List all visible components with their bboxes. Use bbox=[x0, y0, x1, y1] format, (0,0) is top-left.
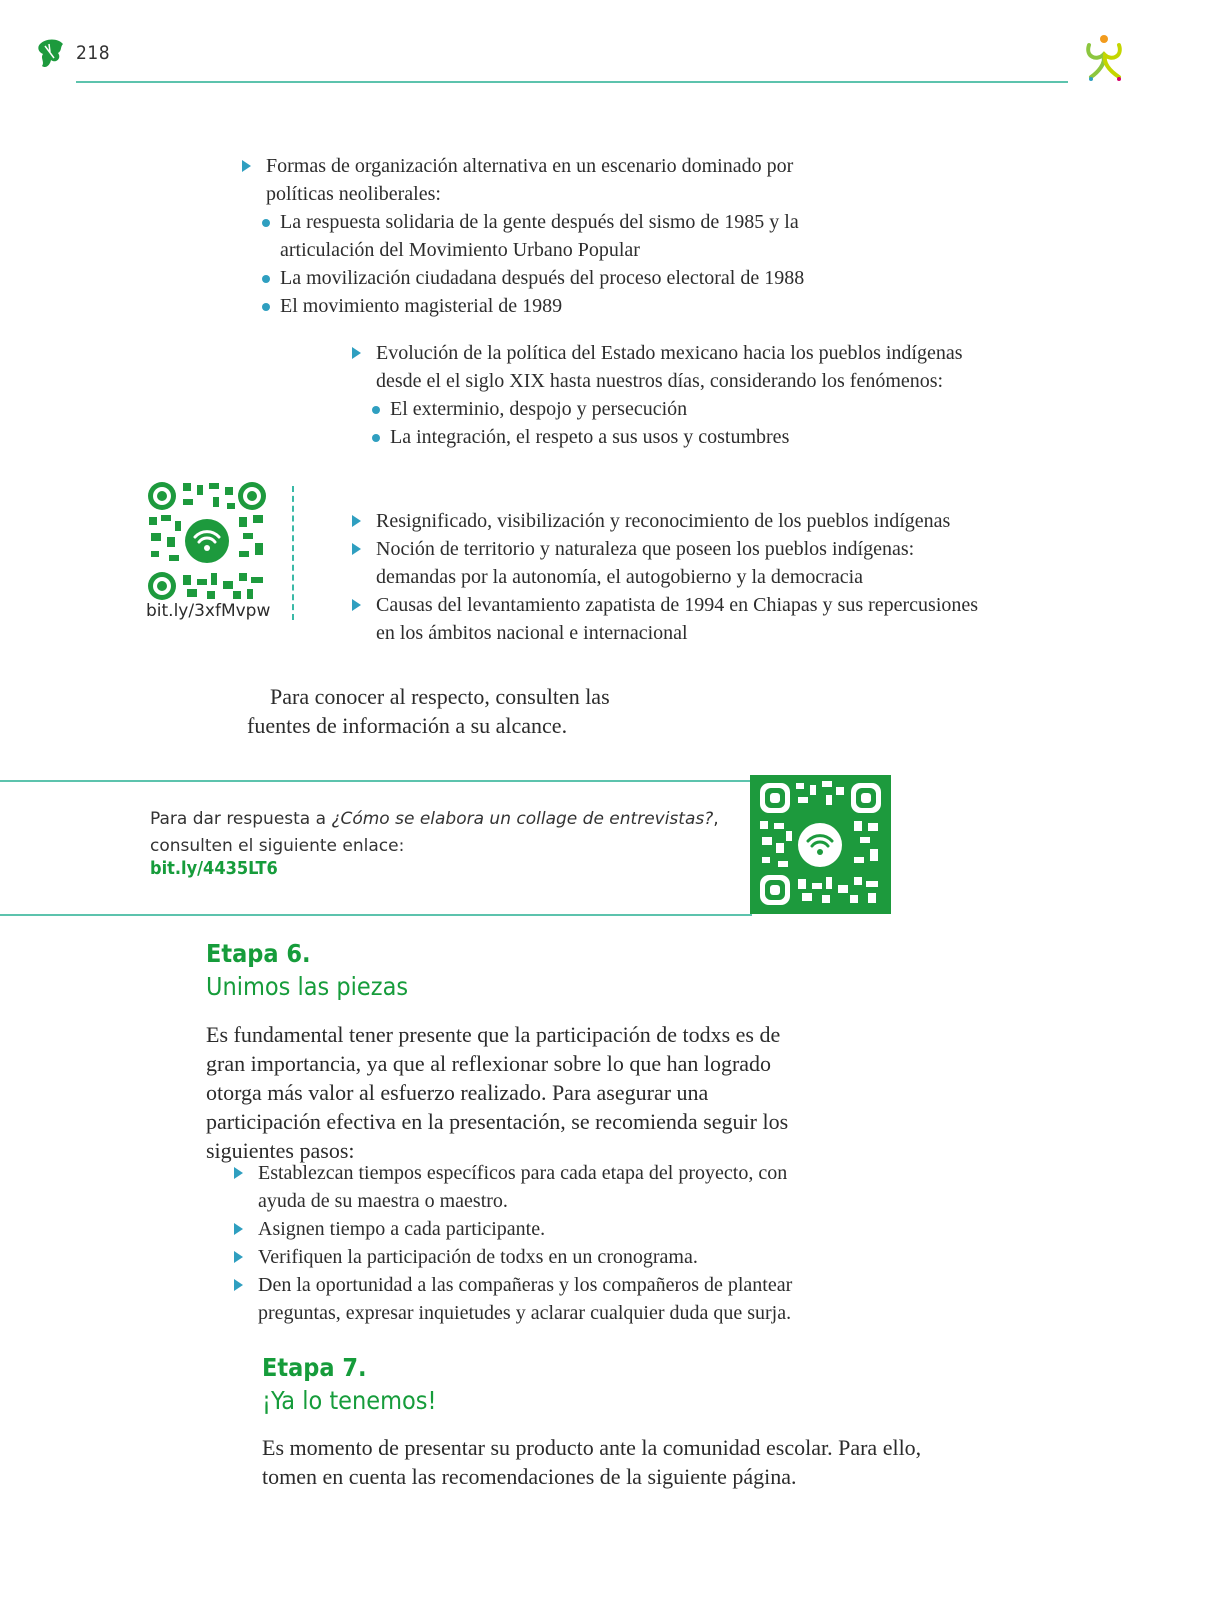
link-box-line2: consulten el siguiente enlace: bbox=[150, 836, 405, 856]
etapa6-paragraph: Es fundamental tener presente que la participación de todxs es de gran importancia, ya que al reflexionar sobre lo que han logrado otorga más valor al esfuerzo realizado. Para asegurar una participación efectiva en la presentación, se recomienda seguir los siguientes pasos: bbox=[206, 1022, 789, 1163]
etapa7-paragraph: Es momento de presentar su producto ante la comunidad escolar. Para ello, tomen en cuenta las recomendaciones de la siguiente página. bbox=[262, 1435, 922, 1489]
etapa7-title: ¡Ya lo tenemos! bbox=[262, 1386, 437, 1415]
link-box-text-end: , bbox=[713, 809, 719, 829]
qr-caption[interactable]: bit.ly/3xfMvpw bbox=[146, 601, 271, 621]
dashed-divider bbox=[292, 486, 294, 620]
list-item: Noción de territorio y naturaleza que poseen los pueblos indígenas: demandas por la autonomía, el autogobierno y la democracia bbox=[350, 535, 990, 591]
list-item: Evolución de la política del Estado mexicano hacia los pueblos indígenas desde el el siglo XIX hasta nuestros días, considerando los fenómenos: bbox=[350, 339, 980, 395]
list-evolucion bbox=[350, 339, 980, 451]
list-subitem: La integración, el respeto a sus usos y costumbres bbox=[370, 423, 980, 451]
list-item: Verifiquen la participación de todxs en un cronograma. bbox=[232, 1243, 832, 1271]
list-organizacion bbox=[240, 152, 860, 320]
link-box-text bbox=[150, 806, 719, 860]
figure-logo-icon bbox=[1083, 33, 1125, 83]
consult-line-1: Para conocer al respecto, consulten las bbox=[270, 684, 610, 709]
list-subitem: El movimiento magisterial de 1989 bbox=[260, 292, 860, 320]
etapa6-number: Etapa 6. bbox=[206, 939, 311, 968]
list-item: Den la oportunidad a las compañeras y los compañeros de plantear preguntas, expresar inquietudes y aclarar cualquier duda que surja. bbox=[232, 1271, 832, 1327]
list-pueblos bbox=[350, 507, 990, 647]
collage-link[interactable]: bit.ly/4435LT6 bbox=[150, 858, 278, 879]
list-item: Establezcan tiempos específicos para cada etapa del proyecto, con ayuda de su maestra o maestro. bbox=[232, 1159, 832, 1215]
page-number: 218 bbox=[76, 42, 111, 64]
list-subitem: La respuesta solidaria de la gente después del sismo de 1985 y la articulación del Movimiento Urbano Popular bbox=[260, 208, 860, 264]
leaf-logo-icon bbox=[36, 38, 66, 72]
etapa6-steps bbox=[232, 1159, 832, 1327]
consult-line-2: fuentes de información a su alcance. bbox=[247, 713, 568, 738]
list-item: Formas de organización alternativa en un escenario dominado por políticas neoliberales: bbox=[240, 152, 860, 208]
qr-code-icon[interactable] bbox=[147, 481, 267, 601]
list-subitem: El exterminio, despojo y persecución bbox=[370, 395, 980, 423]
list-item: Asignen tiempo a cada participante. bbox=[232, 1215, 832, 1243]
etapa7-number: Etapa 7. bbox=[262, 1353, 367, 1382]
qr-code-large-icon[interactable] bbox=[750, 775, 891, 914]
header-rule bbox=[76, 81, 1068, 83]
link-box-question: ¿Cómo se elabora un collage de entrevistas? bbox=[331, 809, 714, 829]
etapa6-title: Unimos las piezas bbox=[206, 972, 409, 1001]
list-item: Resignificado, visibilización y reconocimiento de los pueblos indígenas bbox=[350, 507, 990, 535]
list-item: Causas del levantamiento zapatista de 1994 en Chiapas y sus repercusiones en los ámbitos nacional e internacional bbox=[350, 591, 990, 647]
etapa6-heading bbox=[206, 937, 408, 1003]
etapa7-heading bbox=[262, 1351, 437, 1417]
list-subitem: La movilización ciudadana después del proceso electoral de 1988 bbox=[260, 264, 860, 292]
link-box-text-start: Para dar respuesta a bbox=[150, 809, 332, 829]
